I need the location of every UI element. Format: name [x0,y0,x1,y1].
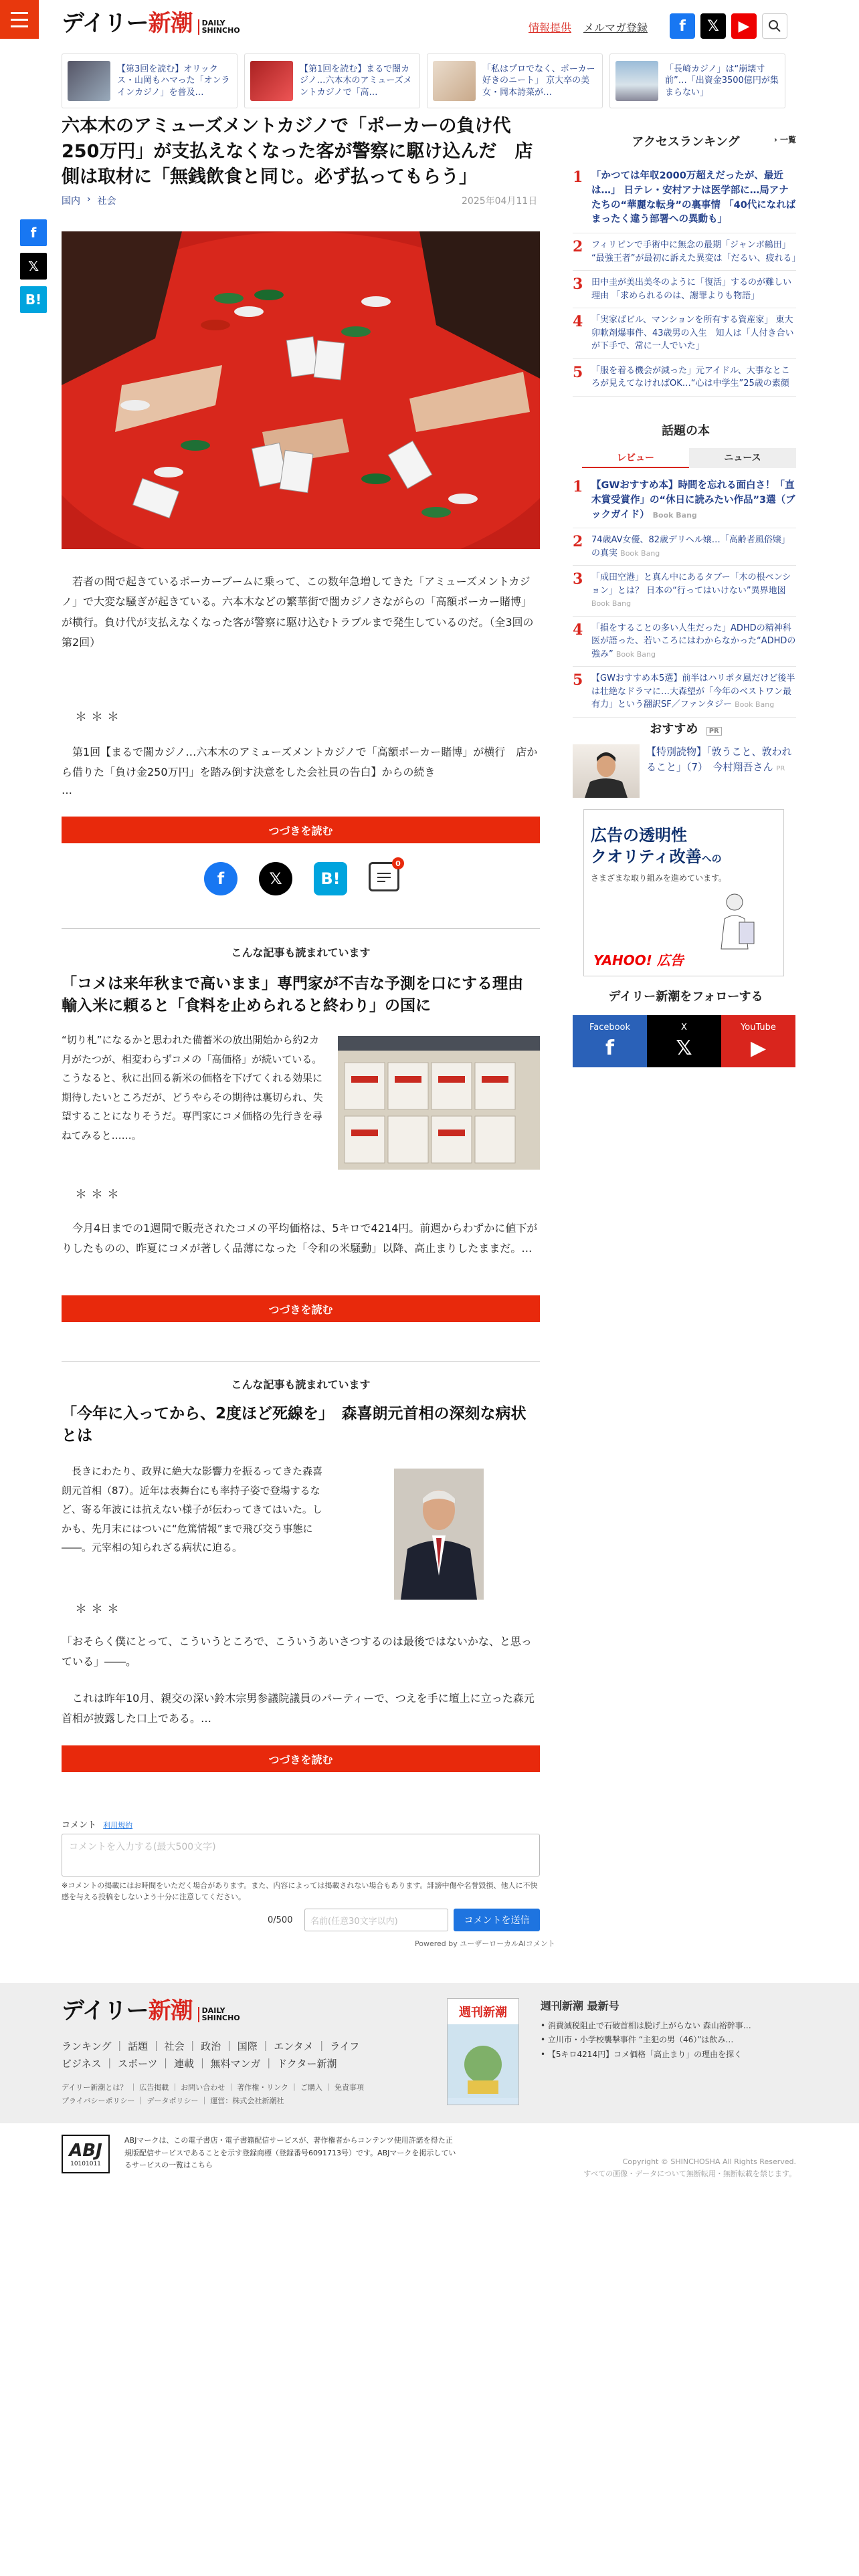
book-source: Book Bang [591,599,632,609]
abj-logo [62,2135,110,2173]
ad-headline-2: クオリティ改善 [591,847,702,867]
strip-card-text: 「長崎カジノ」は“崩壊寸前”…「出資金3500億円が集まらない」 [665,64,779,98]
x-icon: 𝕏 [676,1037,692,1060]
latest-issue-item[interactable]: • 立川市・小学校襲撃事件 “主犯の男（46）”は飲み… [541,2035,734,2045]
follow-x-button[interactable] [647,1015,721,1067]
rank-number: 5 [573,671,583,689]
related-lead: “切り札”になるかと思われた備蓄米の放出開始から約2カ月がたつが、相変わらずコメの「高価格」が続いている。こうなると、秋に出回る新米の価格を下げてくれる効果に期待したいところだが、どうやらその期待は裏切られ、失望することになりそうだ。専門家にコメ価格の先行きを尋ねてみると……。 [62,1034,323,1142]
ranking-title-text: アクセスランキング [632,135,740,149]
recommend-thumbnail [573,744,640,798]
terms-link[interactable]: 利用規約 [103,1821,133,1830]
read-more-button[interactable]: つづきを読む [62,817,540,843]
strip-thumbnail [68,61,110,101]
send-comment-button[interactable]: コメントを送信 [454,1909,540,1931]
separator-stars: ＊＊＊ [75,1188,123,1202]
rank-number: 4 [573,313,583,330]
portrait-image [394,1469,484,1600]
x-icon[interactable]: 𝕏 [20,253,47,280]
strip-thumbnail [615,61,658,101]
name-input[interactable]: 名前(任意30文字以内) [304,1909,448,1931]
side-share-bar [20,219,47,313]
book-item[interactable] [573,473,796,528]
rank-number: 1 [573,169,583,186]
ranking-list-link[interactable]: › 一覧 [773,135,796,144]
footer-links [62,2081,436,2108]
rank-number: 2 [573,533,583,551]
x-icon[interactable]: 𝕏 [700,13,726,39]
recommend-title-text: おすすめ [650,722,698,736]
copyright-line1: Copyright © SHINCHOSHA All Rights Reserved. [622,2157,796,2166]
divider [62,928,540,929]
strip-card-text: 「私はプロでなく、ポーカー好きのニート」 京大卒の美女・岡本詩菜が… [482,64,595,98]
hatena-bookmark-icon[interactable]: B! [314,862,347,895]
strip-thumbnail [250,61,293,101]
hamburger-menu-button[interactable] [0,0,39,39]
footer-links-row1[interactable]: デイリー新潮とは？ ｜ 広告掲載 ｜ お問い合わせ ｜ 著作権・リンク ｜ ご購入 ｜ 免責事項 [62,2083,364,2092]
latest-issue-text: 【5キロ4214円】コメ価格「高止まり」の理由を探く [547,2049,743,2059]
book-source: Book Bang [652,510,697,520]
article-ellipsis: … [62,784,72,796]
comment-char-count: 0/500 [268,1915,293,1925]
chevron-right-icon: › [87,194,91,205]
ranking-item[interactable] [573,164,796,233]
ranking-list [573,164,801,397]
related-quote: 「おそらく僕にとって、こういうところで、こういうあいさつするのは最後ではないかな、と思っている」――。 [62,1635,532,1669]
magazine-cover[interactable] [447,1998,519,2105]
book-text: 【GWおすすめ本】時間を忘れる面白さ！「直木賞受賞作」の“休日に読みたい作品”3選（ブックガイド） [591,480,795,520]
pr-badge: PR [706,727,722,736]
book-item[interactable] [573,566,796,617]
tip-link[interactable]: 情報提供 [529,21,572,34]
book-source: Book Bang [615,649,656,659]
latest-issue-text: 消費減税阻止で石破首相は脱げ上がらない 森山裕幹事… [547,2020,751,2030]
ranking-item[interactable] [573,233,801,271]
article-title: 六本木のアミューズメントカジノで「ポーカーの負け代250万円」が支払えなくなった客が警察に駆け込んだ 店側は取材に「無銭飲食と同じ。必ず払ってもらう」 [62,116,533,187]
rank-number: 3 [573,570,583,588]
book-source: Book Bang [620,548,660,558]
rank-text: 「かつては年収2000万超えだったが、最近は…」 日テレ・安村アナは医学部に…局アナたちの“華麗な転身”の裏事情 「40代になればまったく違う部署への異動も」 [591,171,796,225]
recommend-text: 【特別読物】「敦うこと、敦われること」（7） 今村翔吾さん [646,746,792,773]
logo-text-prefix: デイリー [62,1998,149,2024]
ranking-title [575,132,796,150]
latest-issue-text: 立川市・小学校襲撃事件 “主犯の男（46）”は飲み… [547,2035,734,2045]
copyright-line2: すべての画像・データについて無断転用・無断転載を禁じます。 [583,2169,796,2178]
follow-label: YouTube [741,1023,776,1033]
comment-icon[interactable] [369,859,401,891]
article-paragraph: 第1回【まるで闇カジノ…六本木のアミューズメントカジノで「高額ポーカー賭博」が横行 店から借りた「負け金250万円」を踏み倒す決意をした会社員の告白】からの続き [62,746,538,779]
youtube-icon: ▶ [750,1037,767,1060]
divider [62,1361,540,1362]
recommend-source: PR [776,764,785,772]
abj-description: ABJマークは、この電子書店・電子書籍配信サービスが、著作権者からコンテンツ使用許諾を得た正規版配信サービスであることを示す登録商標（登録番号6091713号）です。ABJマークを掲示しているサービスの一覧はこちら [124,2136,456,2170]
footer-nav-row1[interactable]: ランキング ｜ 話題 ｜ 社会 ｜ 政治 ｜ 国際 ｜ エンタメ ｜ ライフ [62,2040,360,2052]
comment-header [62,1818,132,1830]
strip-card[interactable] [609,53,785,108]
follow-facebook-button[interactable] [573,1015,647,1067]
copyright [522,2156,796,2179]
rank-number: 4 [573,621,583,639]
logo-en-line2: SHINCHO [201,2014,240,2023]
share-row [204,859,401,895]
comment-note: ※コメントの掲載にはお時間をいただく場合があります。また、内容によっては掲載されない場合もあります。誹謗中傷や名誉毀損、他人に不快感を与える投稿をしないよう十分に注意してください。 [62,1881,538,1901]
ad-brand-logo: YAHOO! 広告 [593,952,684,968]
newsletter-link[interactable]: メルマガ登録 [583,21,648,34]
logo-text-suffix: 新潮 [148,10,193,37]
follow-youtube-button[interactable] [721,1015,795,1067]
latest-issue-item[interactable]: • 【5キロ4214円】コメ価格「高止まり」の理由を探く [541,2049,743,2059]
strip-thumbnail [433,61,476,101]
ranking-more-text: 一覧 [779,135,796,144]
read-more-button[interactable]: つづきを読む [62,1745,540,1772]
books-list [573,473,796,718]
book-item[interactable] [573,528,796,566]
breadcrumb-domestic[interactable]: 国内 [62,196,80,207]
related-lead: 長きにわたり、政界に絶大な影響力を振るってきた森喜朗元首相（87）。近年は表舞台にも率持子姿で登場するなど、寄る年波には抗えない様子が伝わってきてはいた。しかも、先月末にはついに“危篤情報”まで飛び交う事態に――。元宰相の知られざる病状に迫る。 [62,1465,323,1553]
book-item[interactable] [573,617,796,667]
strip-card[interactable] [427,53,603,108]
rank-number: 3 [573,276,583,293]
strip-card-text: 【第1回を読む】まるで闇カジノ…六本木のアミューズメントカジノで「高… [300,64,412,98]
follow-title: デイリー新潮をフォローする [608,990,763,1004]
book-item[interactable] [573,667,796,718]
advertisement[interactable] [583,809,784,976]
separator-stars: ＊＊＊ [75,710,123,724]
recommend-item[interactable] [573,744,796,798]
site-logo[interactable] [62,12,240,35]
hatena-bookmark-icon[interactable]: B! [20,286,47,313]
comment-textarea[interactable]: コメントを入力する(最大500文字) [62,1834,540,1876]
ad-illustration [698,882,771,956]
read-more-button[interactable]: つづきを読む [62,1295,540,1322]
recommend-text-wrap [646,744,796,798]
tab-review[interactable]: レビュー [582,448,689,468]
book-text: 74歳AV女優、82歳デリヘル嬢…「高齢者風俗嬢」の真実 [591,535,790,558]
rank-text: フィリピンで手術中に無念の最期「ジャンボ鶴田」 “最強王者”が最初に訴えた異変は「だるい、疲れる」 [591,240,801,263]
article-lead: 若者の間で起きているポーカーブームに乗って、この数年急増してきた「アミューズメントカジノ」で大変な騒ぎが起きている。六本木などの繁華街で闇カジノさながらの「高額ポーカー賭博」が横行。負け代が支払えなくなった客が警察に駆け込むトラブルまで発生しているのだ。（全3回の第2回） [62,575,534,649]
rice-bags-image [338,1036,540,1170]
hero-image [62,231,540,549]
facebook-icon[interactable]: f [204,862,237,895]
book-text: 「損をすることの多い人生だった」ADHDの精神科医が語った、若いころにはわからなかった“ADHDの強み” [591,623,796,659]
ad-subtext: さまざまな取り組みを進めています。 [591,873,727,883]
footer-links-row2[interactable]: プライバシーポリシー ｜ データポリシー ｜ 運営：株式会社新潮社 [62,2096,284,2105]
rank-text: 「実家ばビル、マンションを所有する資産家」 東大卯軟剤爆事件、43歳男の入生 知人は「人付き合いが下手で、常に一人でいた」 [591,315,794,351]
latest-issue-title: 週刊新潮 最新号 [541,2000,619,2012]
logo-text-suffix: 新潮 [148,1998,193,2024]
comment-label: コメント [62,1820,97,1830]
strip-card[interactable] [62,53,237,108]
related-section-label: こんな記事も読まれています [231,946,371,959]
footer-logo[interactable] [62,2000,240,2022]
related-strip [62,53,785,108]
recommend-title [575,720,796,737]
rank-number: 2 [573,238,583,255]
related-body: これは昨年10月、親交の深い鈴木宗男参議院議員のパーティーで、つえを手に壇上に立った森元首相が披露した口上である。… [62,1692,535,1725]
related-body: 今月4日までの1週間で販売されたコメの平均価格は、5キロで4214円。前週からわずかに値下がりしたものの、昨夏にコメが著しく品薄になった「令和の米騒動」以降、高止まりしたままだ。… [62,1222,538,1255]
magazine-title: 週刊新潮 [448,1999,518,2024]
footer-nav [62,2038,436,2072]
logo-en-line2: SHINCHO [201,26,240,35]
rank-text: 「服を着る機会が減った」元アイドル、大事なところが見えてなければOK…“心は中学生”25歳の素顔 [591,365,790,389]
logo-en-line1: DAILY [201,2006,225,2015]
follow-buttons [573,1015,795,1067]
ad-headline-3: への [701,853,722,865]
tab-news[interactable]: ニュース [689,448,796,468]
breadcrumb [62,194,116,207]
youtube-icon[interactable]: ▶ [731,13,757,39]
facebook-icon[interactable]: f [670,13,695,39]
follow-label: Facebook [589,1023,631,1033]
search-icon[interactable] [762,13,787,39]
ranking-item[interactable] [573,271,796,308]
x-icon[interactable]: 𝕏 [259,862,292,895]
comment-count-badge: 0 [392,857,404,869]
related-title[interactable]: 「コメは来年秋まで高いまま」専門家が不吉な予測を口にする理由 輸入米に頼ると「食料を止められると終わり」の国に [62,975,539,1015]
book-source: Book Bang [735,700,775,710]
related-section-label: こんな記事も読まれています [231,1378,371,1391]
powered-by-text: Powered by ユーザーローカルAIコメント [415,1939,555,1948]
books-title: 話題の本 [662,424,710,438]
latest-issue-item[interactable]: • 消費減税阻止で石破首相は脱げ上がらない 森山裕幹事… [541,2020,751,2030]
rank-number: 1 [573,478,583,496]
rank-number: 5 [573,363,583,381]
book-text: 「成田空港」と真ん中にあるタブー「木の根ペンション」とは？ 日本の“行ってはいけない”異界地図 [591,572,791,596]
ad-headline-1: 広告の透明性 [591,826,687,845]
facebook-icon: f [605,1037,615,1060]
ranking-item[interactable] [573,359,796,397]
article-date: 2025年04月11日 [462,196,538,207]
related-title[interactable]: 「今年に入ってから、2度ほど死線を」 森喜朗元首相の深刻な病状とは [62,1405,527,1445]
rank-text: 田中圭が美出美冬のように「復活」するのが難しい理由 「求められるのは、謝罪よりも物語」 [591,278,792,301]
strip-card-text: 【第3回を読む】オリックス・山岡もハマった「オンラインカジノ」を普及… [117,64,230,98]
follow-label: X [681,1023,687,1033]
books-tabs [582,448,796,468]
footer-nav-row2[interactable]: ビジネス ｜ スポーツ ｜ 連載 ｜ 無料マンガ ｜ ドクター新潮 [62,2057,337,2070]
strip-card[interactable] [244,53,420,108]
abj-mark: ABJ [69,2141,102,2161]
facebook-icon[interactable]: f [20,219,47,246]
logo-text-prefix: デイリー [62,10,149,37]
book-text: 【GWおすすめ本5選】前半はハリポタ風だけど後半は壮絶なドラマに…大森望が「今年のベストワン最有力」という翻訳SF／ファンタジー [591,673,795,710]
separator-stars: ＊＊＊ [75,1602,123,1616]
latest-issue [541,1997,781,2062]
ranking-item[interactable] [573,308,796,359]
logo-en-line1: DAILY [201,18,225,27]
abj-code: 10101011 [70,2161,101,2167]
breadcrumb-society[interactable]: 社会 [97,196,116,207]
